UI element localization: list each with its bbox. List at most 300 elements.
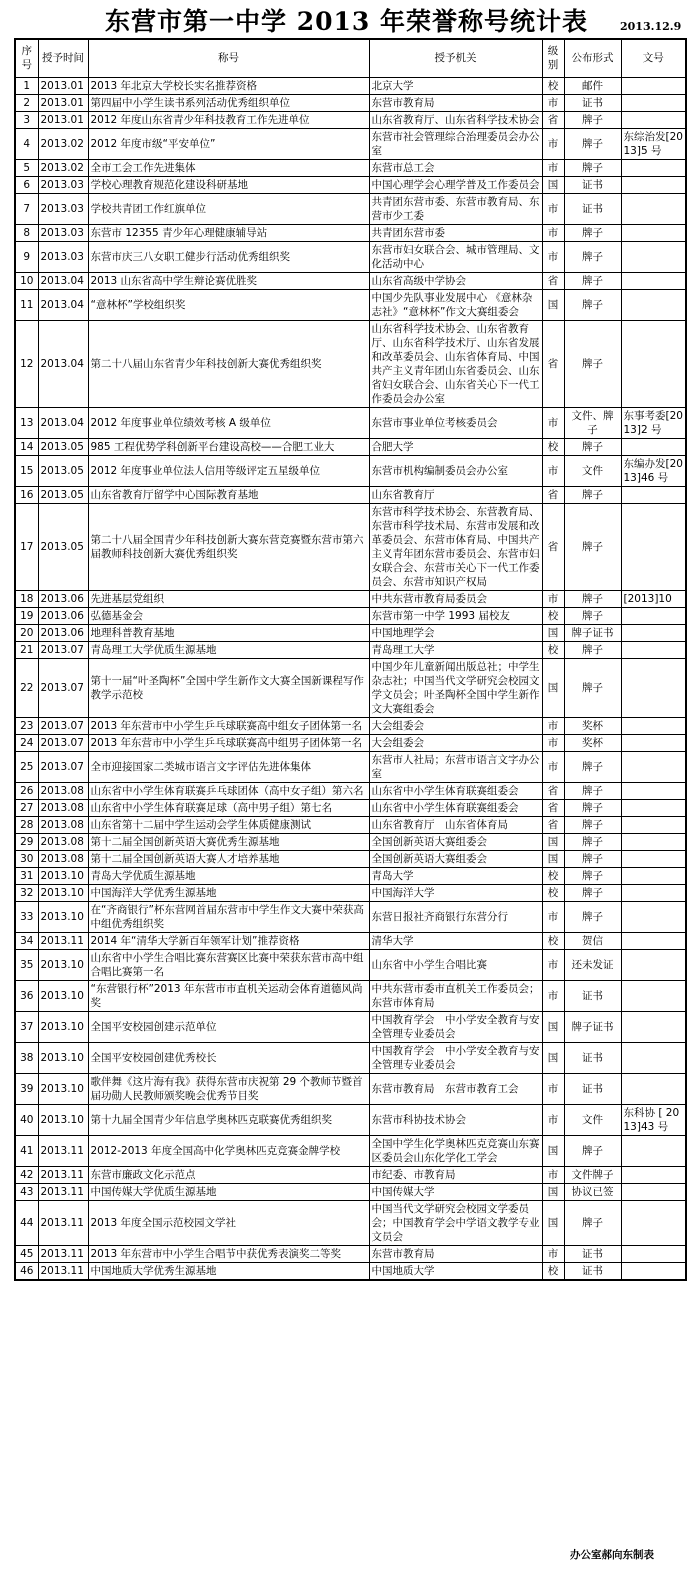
row-org: 山东省中小学生合唱比赛 <box>369 949 542 980</box>
row-doc <box>621 641 686 658</box>
row-level: 市 <box>542 224 564 241</box>
row-level: 国 <box>542 1042 564 1073</box>
row-seq: 25 <box>15 751 38 782</box>
document-footer: 办公室郝向东制表 <box>570 1549 654 1561</box>
row-org: 中共东营市委市直机关工作委员会；东营市体育局 <box>369 980 542 1011</box>
row-seq: 11 <box>15 289 38 320</box>
row-level: 国 <box>542 658 564 717</box>
row-org: 市纪委、市教育局 <box>369 1166 542 1183</box>
row-date: 2013.04 <box>38 289 88 320</box>
row-doc <box>621 94 686 111</box>
row-doc <box>621 1073 686 1104</box>
row-level: 市 <box>542 128 564 159</box>
row-level: 国 <box>542 624 564 641</box>
row-title: 东营市廉政文化示范点 <box>88 1166 369 1183</box>
table-row <box>15 486 686 503</box>
row-form: 牌子 <box>564 799 621 816</box>
row-title: 山东省中小学生合唱比赛东营赛区比赛中荣获东营市高中组合唱比赛第一名 <box>88 949 369 980</box>
row-org: 清华大学 <box>369 932 542 949</box>
table-row <box>15 241 686 272</box>
row-title: 东营市 12355 青少年心理健康辅导站 <box>88 224 369 241</box>
row-date: 2013.03 <box>38 224 88 241</box>
row-org: 青岛理工大学 <box>369 641 542 658</box>
row-form: 还未发证 <box>564 949 621 980</box>
row-title: 全市迎接国家二类城市语言文字评估先进体集体 <box>88 751 369 782</box>
table-row <box>15 193 686 224</box>
row-org: 东营市社会管理综合治理委员会办公室 <box>369 128 542 159</box>
row-date: 2013.01 <box>38 94 88 111</box>
row-seq: 23 <box>15 717 38 734</box>
row-doc <box>621 159 686 176</box>
table-row <box>15 94 686 111</box>
row-form: 牌子 <box>564 438 621 455</box>
row-form: 牌子 <box>564 590 621 607</box>
row-form: 牌子 <box>564 816 621 833</box>
row-title: 第十二届全国创新英语大赛优秀生源基地 <box>88 833 369 850</box>
row-level: 市 <box>542 1166 564 1183</box>
row-level: 市 <box>542 734 564 751</box>
row-org: 共青团东营市委 <box>369 224 542 241</box>
row-seq: 32 <box>15 884 38 901</box>
row-org: 东营日报社齐商银行东营分行 <box>369 901 542 932</box>
row-level: 市 <box>542 94 564 111</box>
row-form: 牌子 <box>564 607 621 624</box>
row-seq: 38 <box>15 1042 38 1073</box>
row-form: 邮件 <box>564 77 621 94</box>
row-title: 第十二届全国创新英语大赛人才培养基地 <box>88 850 369 867</box>
document-header <box>0 0 700 38</box>
table-row <box>15 407 686 438</box>
row-form: 牌子 <box>564 111 621 128</box>
row-level: 校 <box>542 77 564 94</box>
row-title: 地理科普教育基地 <box>88 624 369 641</box>
row-org: 东营市科学技术协会、东营教育局、东营市科学技术局、东营市发展和改革委员会、东营市体育局、中国共产主义青年团东营市委员会、东营市妇女联合会、东营市关心下一代工作委员会、东营市知识产权局 <box>369 503 542 590</box>
table-row <box>15 607 686 624</box>
table-row <box>15 1200 686 1245</box>
header-org: 授予机关 <box>369 39 542 77</box>
table-row <box>15 128 686 159</box>
row-form: 证书 <box>564 1245 621 1262</box>
row-form: 贺信 <box>564 932 621 949</box>
row-org: 全国中学生化学奥林匹克竞赛山东赛区委员会山东化学化工学会 <box>369 1135 542 1166</box>
table-row <box>15 850 686 867</box>
row-form: 牌子 <box>564 503 621 590</box>
row-seq: 24 <box>15 734 38 751</box>
row-level: 省 <box>542 486 564 503</box>
row-seq: 46 <box>15 1262 38 1280</box>
row-title: 全市工会工作先进集体 <box>88 159 369 176</box>
row-form: 证书 <box>564 980 621 1011</box>
row-level: 省 <box>542 782 564 799</box>
row-org: 青岛大学 <box>369 867 542 884</box>
row-doc <box>621 782 686 799</box>
row-title: 2012 年度事业单位绩效考核 A 级单位 <box>88 407 369 438</box>
row-date: 2013.11 <box>38 1183 88 1200</box>
row-date: 2013.05 <box>38 486 88 503</box>
row-seq: 37 <box>15 1011 38 1042</box>
row-form: 奖杯 <box>564 734 621 751</box>
header-doc: 文号 <box>621 39 686 77</box>
row-doc <box>621 1135 686 1166</box>
table-body <box>15 77 686 1280</box>
row-org: 中国教育学会 中小学安全教育与安全管理专业委员会 <box>369 1011 542 1042</box>
row-doc <box>621 1042 686 1073</box>
table-row <box>15 717 686 734</box>
row-seq: 6 <box>15 176 38 193</box>
table-row <box>15 658 686 717</box>
row-seq: 5 <box>15 159 38 176</box>
row-seq: 7 <box>15 193 38 224</box>
row-title: 东营市庆三八女职工健步行活动优秀组织奖 <box>88 241 369 272</box>
table-row <box>15 438 686 455</box>
table-row <box>15 1183 686 1200</box>
row-org: 中国教育学会 中小学安全教育与安全管理专业委员会 <box>369 1042 542 1073</box>
row-title: 第四届中小学生读书系列活动优秀组织单位 <box>88 94 369 111</box>
row-level: 省 <box>542 503 564 590</box>
table-row <box>15 272 686 289</box>
table-row <box>15 1042 686 1073</box>
row-level: 省 <box>542 272 564 289</box>
row-title: 2012 年度事业单位法人信用等级评定五星级单位 <box>88 455 369 486</box>
table-row <box>15 320 686 407</box>
row-level: 市 <box>542 949 564 980</box>
row-date: 2013.06 <box>38 624 88 641</box>
row-org: 东营市教育局 <box>369 94 542 111</box>
row-level: 校 <box>542 1262 564 1280</box>
row-title: 山东省中小学生体育联赛足球（高中男子组）第七名 <box>88 799 369 816</box>
row-date: 2013.08 <box>38 850 88 867</box>
row-seq: 26 <box>15 782 38 799</box>
row-title: 第二十八届全国青少年科技创新大赛东营竞赛暨东营市第六届教师科技创新大赛优秀组织奖 <box>88 503 369 590</box>
row-form: 牌子 <box>564 272 621 289</box>
row-form: 文件 <box>564 1104 621 1135</box>
row-org: 中国当代文学研究会校园文学委员会；中国教育学会中学语文教学专业文员会 <box>369 1200 542 1245</box>
row-org: 东营市事业单位考核委员会 <box>369 407 542 438</box>
row-doc <box>621 833 686 850</box>
row-title: 2013 年度全国示范校园文学社 <box>88 1200 369 1245</box>
row-level: 国 <box>542 1135 564 1166</box>
row-title: 2012 年度山东省青少年科技教育工作先进单位 <box>88 111 369 128</box>
row-seq: 40 <box>15 1104 38 1135</box>
row-org: 东营市教育局 <box>369 1245 542 1262</box>
row-level: 市 <box>542 1104 564 1135</box>
row-title: 山东省中小学生体育联赛乒乓球团体（高中女子组）第六名 <box>88 782 369 799</box>
row-org: 全国创新英语大赛组委会 <box>369 850 542 867</box>
row-seq: 29 <box>15 833 38 850</box>
row-title: 学校共青团工作红旗单位 <box>88 193 369 224</box>
row-title: 青岛理工大学优质生源基地 <box>88 641 369 658</box>
row-doc <box>621 193 686 224</box>
row-level: 国 <box>542 289 564 320</box>
row-seq: 4 <box>15 128 38 159</box>
row-org: 共青团东营市委、东营市教育局、东营市少工委 <box>369 193 542 224</box>
row-form: 牌子 <box>564 289 621 320</box>
row-seq: 44 <box>15 1200 38 1245</box>
row-seq: 3 <box>15 111 38 128</box>
header-seq: 序号 <box>15 39 38 77</box>
row-form: 牌子 <box>564 128 621 159</box>
row-seq: 18 <box>15 590 38 607</box>
row-date: 2013.08 <box>38 833 88 850</box>
row-doc <box>621 1200 686 1245</box>
row-doc <box>621 901 686 932</box>
row-form: 牌子 <box>564 901 621 932</box>
row-doc <box>621 751 686 782</box>
row-org: 山东省中小学生体育联赛组委会 <box>369 782 542 799</box>
table-row <box>15 1104 686 1135</box>
row-form: 牌子证书 <box>564 1011 621 1042</box>
row-form: 牌子 <box>564 224 621 241</box>
row-doc <box>621 176 686 193</box>
row-title: 2012-2013 年度全国高中化学奥林匹克竞赛金牌学校 <box>88 1135 369 1166</box>
row-title: 第十九届全国青少年信息学奥林匹克联赛优秀组织奖 <box>88 1104 369 1135</box>
row-date: 2013.11 <box>38 1135 88 1166</box>
row-level: 市 <box>542 1245 564 1262</box>
row-seq: 43 <box>15 1183 38 1200</box>
row-level: 省 <box>542 816 564 833</box>
row-date: 2013.10 <box>38 901 88 932</box>
table-row <box>15 624 686 641</box>
row-doc: 东事考委[2013]2 号 <box>621 407 686 438</box>
row-org: 山东省教育厅 <box>369 486 542 503</box>
row-doc <box>621 734 686 751</box>
table-row <box>15 590 686 607</box>
row-org: 中国地质大学 <box>369 1262 542 1280</box>
row-doc <box>621 1011 686 1042</box>
row-org: 中国地理学会 <box>369 624 542 641</box>
row-title: 中国海洋大学优秀生源基地 <box>88 884 369 901</box>
row-org: 中国传媒大学 <box>369 1183 542 1200</box>
row-date: 2013.08 <box>38 816 88 833</box>
row-level: 校 <box>542 438 564 455</box>
row-date: 2013.03 <box>38 241 88 272</box>
table-row <box>15 289 686 320</box>
row-doc <box>621 272 686 289</box>
row-level: 国 <box>542 1183 564 1200</box>
row-title: 弘德基金会 <box>88 607 369 624</box>
row-level: 市 <box>542 193 564 224</box>
table-row <box>15 111 686 128</box>
row-seq: 42 <box>15 1166 38 1183</box>
row-form: 证书 <box>564 1262 621 1280</box>
row-date: 2013.08 <box>38 782 88 799</box>
row-level: 市 <box>542 717 564 734</box>
row-doc <box>621 949 686 980</box>
honors-table <box>14 38 687 1281</box>
row-form: 证书 <box>564 193 621 224</box>
row-date: 2013.05 <box>38 438 88 455</box>
row-form: 牌子 <box>564 1135 621 1166</box>
row-level: 国 <box>542 176 564 193</box>
row-doc <box>621 816 686 833</box>
row-form: 牌子 <box>564 751 621 782</box>
row-date: 2013.10 <box>38 1011 88 1042</box>
row-org: 中共东营市教育局委员会 <box>369 590 542 607</box>
row-org: 山东省中小学生体育联赛组委会 <box>369 799 542 816</box>
row-doc <box>621 717 686 734</box>
row-doc <box>621 1183 686 1200</box>
row-seq: 14 <box>15 438 38 455</box>
header-date: 授予时间 <box>38 39 88 77</box>
table-row <box>15 176 686 193</box>
row-org: 山东省教育厅、山东省科学技术协会 <box>369 111 542 128</box>
row-seq: 31 <box>15 867 38 884</box>
row-org: 北京大学 <box>369 77 542 94</box>
row-org: 东营市教育局 东营市教育工会 <box>369 1073 542 1104</box>
row-org: 东营市第一中学 1993 届校友 <box>369 607 542 624</box>
row-doc <box>621 241 686 272</box>
row-date: 2013.08 <box>38 799 88 816</box>
row-level: 校 <box>542 884 564 901</box>
row-form: 证书 <box>564 94 621 111</box>
row-seq: 9 <box>15 241 38 272</box>
header-title: 称号 <box>88 39 369 77</box>
row-org: 东营市科协技术协会 <box>369 1104 542 1135</box>
row-title: “意林杯”学校组织奖 <box>88 289 369 320</box>
row-date: 2013.10 <box>38 949 88 980</box>
row-seq: 21 <box>15 641 38 658</box>
row-date: 2013.10 <box>38 1042 88 1073</box>
row-doc <box>621 867 686 884</box>
row-form: 牌子 <box>564 320 621 407</box>
row-level: 市 <box>542 590 564 607</box>
row-seq: 8 <box>15 224 38 241</box>
row-org: 全国创新英语大赛组委会 <box>369 833 542 850</box>
row-title: 中国地质大学优秀生源基地 <box>88 1262 369 1280</box>
row-level: 市 <box>542 980 564 1011</box>
row-doc: 东编办发[2013]46 号 <box>621 455 686 486</box>
row-form: 牌子 <box>564 850 621 867</box>
row-seq: 2 <box>15 94 38 111</box>
row-doc <box>621 77 686 94</box>
row-date: 2013.07 <box>38 751 88 782</box>
row-date: 2013.01 <box>38 111 88 128</box>
row-date: 2013.03 <box>38 176 88 193</box>
row-form: 牌子 <box>564 658 621 717</box>
row-date: 2013.01 <box>38 77 88 94</box>
table-row <box>15 1262 686 1280</box>
row-level: 省 <box>542 111 564 128</box>
row-doc <box>621 1262 686 1280</box>
row-doc: [2013]10 <box>621 590 686 607</box>
row-date: 2013.11 <box>38 932 88 949</box>
row-org: 东营市总工会 <box>369 159 542 176</box>
row-doc <box>621 1166 686 1183</box>
row-date: 2013.02 <box>38 159 88 176</box>
table-row <box>15 1135 686 1166</box>
row-date: 2013.02 <box>38 128 88 159</box>
row-doc <box>621 320 686 407</box>
row-doc <box>621 486 686 503</box>
row-level: 国 <box>542 850 564 867</box>
row-doc <box>621 884 686 901</box>
row-doc <box>621 224 686 241</box>
row-form: 牌子 <box>564 486 621 503</box>
row-seq: 45 <box>15 1245 38 1262</box>
row-form: 牌子 <box>564 782 621 799</box>
table-row <box>15 884 686 901</box>
row-level: 校 <box>542 932 564 949</box>
row-level: 校 <box>542 641 564 658</box>
row-doc <box>621 289 686 320</box>
row-title: 先进基层党组织 <box>88 590 369 607</box>
table-row <box>15 503 686 590</box>
row-seq: 19 <box>15 607 38 624</box>
row-seq: 12 <box>15 320 38 407</box>
row-org: 大会组委会 <box>369 717 542 734</box>
row-seq: 22 <box>15 658 38 717</box>
row-title: 2013 年北京大学校长实名推荐资格 <box>88 77 369 94</box>
row-org: 山东省教育厅 山东省体育局 <box>369 816 542 833</box>
row-level: 国 <box>542 1011 564 1042</box>
row-org: 东营市机构编制委员会办公室 <box>369 455 542 486</box>
row-doc <box>621 658 686 717</box>
row-date: 2013.07 <box>38 641 88 658</box>
row-org: 山东省科学技术协会、山东省教育厅、山东省科学技术厅、山东省发展和改革委员会、山东省体育局、中国共产主义青年团山东省委员会、山东省妇女联合会、山东省关心下一代工作委员会办公室 <box>369 320 542 407</box>
table-row <box>15 932 686 949</box>
row-form: 文件、牌子 <box>564 407 621 438</box>
row-title: 2013 年东营市中小学生乒乓球联赛高中组女子团体第一名 <box>88 717 369 734</box>
row-level: 市 <box>542 159 564 176</box>
table-row <box>15 1073 686 1104</box>
row-doc <box>621 932 686 949</box>
row-level: 校 <box>542 867 564 884</box>
row-doc <box>621 980 686 1011</box>
row-doc: 东科协 [ 2013]43 号 <box>621 1104 686 1135</box>
table-row <box>15 901 686 932</box>
row-form: 牌子 <box>564 884 621 901</box>
table-row <box>15 949 686 980</box>
row-title: 山东省第十二届中学生运动会学生体质健康测试 <box>88 816 369 833</box>
header-level: 级别 <box>542 39 564 77</box>
row-seq: 13 <box>15 407 38 438</box>
table-row <box>15 782 686 799</box>
row-org: 东营市妇女联合会、城市管理局、文化活动中心 <box>369 241 542 272</box>
row-doc <box>621 607 686 624</box>
row-level: 市 <box>542 1073 564 1104</box>
row-seq: 34 <box>15 932 38 949</box>
table-row <box>15 224 686 241</box>
row-seq: 15 <box>15 455 38 486</box>
row-org: 东营市人社局；东营市语言文字办公室 <box>369 751 542 782</box>
row-title: 第二十八届山东省青少年科技创新大赛优秀组织奖 <box>88 320 369 407</box>
row-title: 2014 年“清华大学新百年领军计划”推荐资格 <box>88 932 369 949</box>
table-row <box>15 816 686 833</box>
row-date: 2013.06 <box>38 590 88 607</box>
row-seq: 20 <box>15 624 38 641</box>
row-level: 国 <box>542 833 564 850</box>
row-level: 市 <box>542 407 564 438</box>
row-date: 2013.10 <box>38 884 88 901</box>
row-form: 文件牌子 <box>564 1166 621 1183</box>
table-row <box>15 980 686 1011</box>
document-date: 2013.12.9 <box>620 20 682 33</box>
row-seq: 10 <box>15 272 38 289</box>
row-date: 2013.05 <box>38 455 88 486</box>
row-date: 2013.07 <box>38 658 88 717</box>
row-seq: 41 <box>15 1135 38 1166</box>
row-level: 市 <box>542 901 564 932</box>
row-form: 奖杯 <box>564 717 621 734</box>
row-doc <box>621 503 686 590</box>
row-form: 牌子 <box>564 159 621 176</box>
document-title: 东营市第一中学 2013 年荣誉称号统计表 <box>105 7 588 36</box>
table-row <box>15 1245 686 1262</box>
row-title: 中国传媒大学优质生源基地 <box>88 1183 369 1200</box>
row-seq: 27 <box>15 799 38 816</box>
table-row <box>15 455 686 486</box>
row-form: 文件 <box>564 455 621 486</box>
